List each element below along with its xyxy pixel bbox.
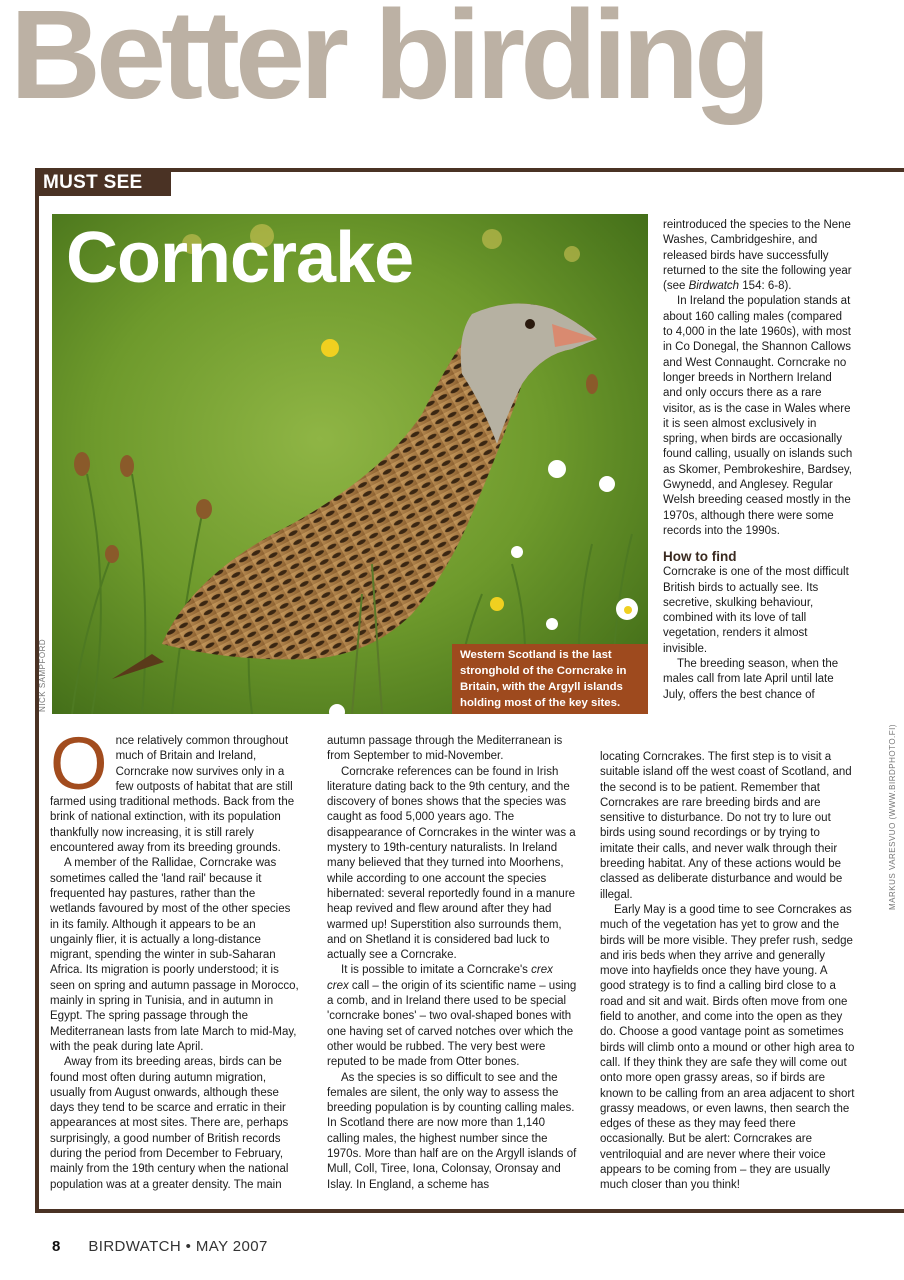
- paragraph: [327, 963, 577, 1070]
- text: 154: 6-8).: [739, 280, 792, 293]
- paragraph: autumn passage through the Mediterranean is from September to mid-November.: [327, 735, 563, 763]
- drop-cap: O: [50, 722, 108, 805]
- paragraph: As the species is so difficult to see and the females are silent, the only way to assess the breeding population is by counting calling males. In Scotland there are now more than 1,140 calling males, the highest number since the 1970s. More than half are on the Argyll islands of Mull, Coll, Tiree, Iona, Colonsay, Oronsay and Islay. In England, a scheme has: [327, 1071, 577, 1191]
- paragraph: The breeding season, when the males call from late April until late July, offers the best chance of: [663, 658, 839, 701]
- magazine-issue: BIRDWATCH • MAY 2007: [88, 1238, 268, 1255]
- masthead-title: Better birding: [10, 0, 767, 125]
- column-3-upper: [663, 218, 853, 703]
- text: call – the origin of its scientific name – using a comb, and in Ireland there used to be special 'corncrake bones' – two oval-shaped bones with one having set of carved notches over which the other would be rubbed. The very best were reputed to be made from Otter bones.: [327, 979, 577, 1069]
- text: It is possible to imitate a Corncrake's: [341, 964, 532, 977]
- column-1: [50, 722, 300, 1193]
- paragraph: Corncrake references can be found in Irish literature dating back to the 9th century, and the discovery of bones shows that the species was caught as food 5,000 years ago. The disappearance of Corncrakes in the winter was a mystery to 19th-century naturalists. In Ireland many believed that they turned into Moorhens, while according to one account the species hibernated: several reportedly found in a manure heap revived and flew around after they had warmed up! Superstition also surrounds them, and on Shetland it is considered bad luck to actually see a Corncrake.: [327, 765, 576, 962]
- article-headline: Corncrake: [66, 218, 414, 298]
- paragraph: A member of the Rallidae, Corncrake was sometimes called the 'land rail' because it frequented hay pastures, rather than the wetlands favoured by most of the other species in its family. Although it appears to be an ungainly flier, it is actually a long-distance migrant, spending the winter in sub-Saharan Africa. Its migration is poorly understood; it is seen on spring and autumn passage in Morocco, mainly in spring in Tunisia, and in autumn in Egypt. The spring passage through the Mediterranean lasts from late March to mid-May, with the peak during late April.: [50, 857, 299, 1053]
- page-number: 8: [52, 1238, 61, 1255]
- frame-bottom-rule: [35, 1209, 904, 1213]
- italic-text: crex crex: [327, 964, 553, 992]
- paragraph: [663, 218, 853, 294]
- photo-credit-left: NICK SAMPFORD: [38, 638, 47, 712]
- column-2: [327, 734, 577, 1193]
- column-3-lower: [600, 750, 855, 1194]
- intro-text: nce relatively common throughout much of Britain and Ireland, Corncrake now survives only in a few outposts of habitat that are still farmed using traditional methods. Back from the brink of national extinction, with its population thankfully now increasing, it is still rarely encountered away from its breeding grounds.: [50, 735, 295, 855]
- italic-text: Birdwatch: [688, 280, 740, 293]
- intro-paragraph: [50, 722, 300, 856]
- section-heading: How to find: [663, 549, 737, 565]
- page-footer: [52, 1238, 268, 1255]
- photo-caption: Western Scotland is the last stronghold of the Corncrake in Britain, with the Argyll islands holding most of the key sites.: [452, 644, 648, 714]
- paragraph: In Ireland the population stands at about 160 calling males (compared to 4,000 in the late 1960s), with most in Co Donegal, the Shannon Callows and West Connaught. Corncrake no longer breeds in Northern Ireland and only occurs there as a rare visitor, as is the case in Wales where it is seen almost exclusively in spring, when birds are occasionally found calling, usually on islands such as Skomer, Pembrokeshire, Bardsey, Gwynedd, and Anglesey. Regular Welsh breeding ceased mostly in the 1970s, although there were some records into the 1990s.: [663, 295, 853, 537]
- paragraph: Early May is a good time to see Corncrakes as much of the vegetation has yet to grow and the birds will be more visible. They prefer rush, sedge and iris beds when they arrive and generally move into hayfields once they have young. A good strategy is to find a calling bird close to a road and sit and wait. Birds often move from one field to another, and come into the open as they do. Choose a good vantage point as sometimes birds will climb onto a mound or other high area to call. If they think they are safe they will come out onto more open grassy areas, so if birds are known to be calling from an area adjacent to short grassy meadows, or even lawns, then search the edges of these as they may feed there occasionally. But be alert: Corncrakes are ventriloquial and are never where their voice appears to be coming from – they are usually much closer than you think!: [600, 903, 855, 1192]
- paragraph: locating Corncrakes. The first step is to visit a suitable island off the west coast of Scotland, and the second is to be patient. Remember that Corncrakes are rare breeding birds and are sensitive to disturbance. Do not try to lure out birds using sound recordings or by trying to imitate their calls, and never walk through their breeding habitat. Any of these actions would be classed as deliberate disturbance and would be illegal.: [600, 751, 852, 901]
- text: reintroduced the species to the Nene Washes, Cambridgeshire, and released birds have successfully returned to the site the following year (see: [663, 219, 852, 293]
- section-tag: MUST SEE: [35, 168, 171, 196]
- paragraph: Corncrake is one of the most difficult British birds to actually see. Its secretive, skulking behaviour, combined with its love of tall vegetation, renders it almost invisible.: [663, 566, 849, 655]
- photo-credit-right: MARKUS VARESVUO (WWW.BIRDPHOTO.FI): [888, 723, 897, 910]
- paragraph: Away from its breeding areas, birds can be found most often during autumn migration, usually from August onwards, although these days they tend to be scarce and erratic in their appearances at most sites. There are, perhaps surprisingly, a good number of British records during the period from December to February, mainly from the 19th century when the national population was at a greater density. The main: [50, 1056, 289, 1191]
